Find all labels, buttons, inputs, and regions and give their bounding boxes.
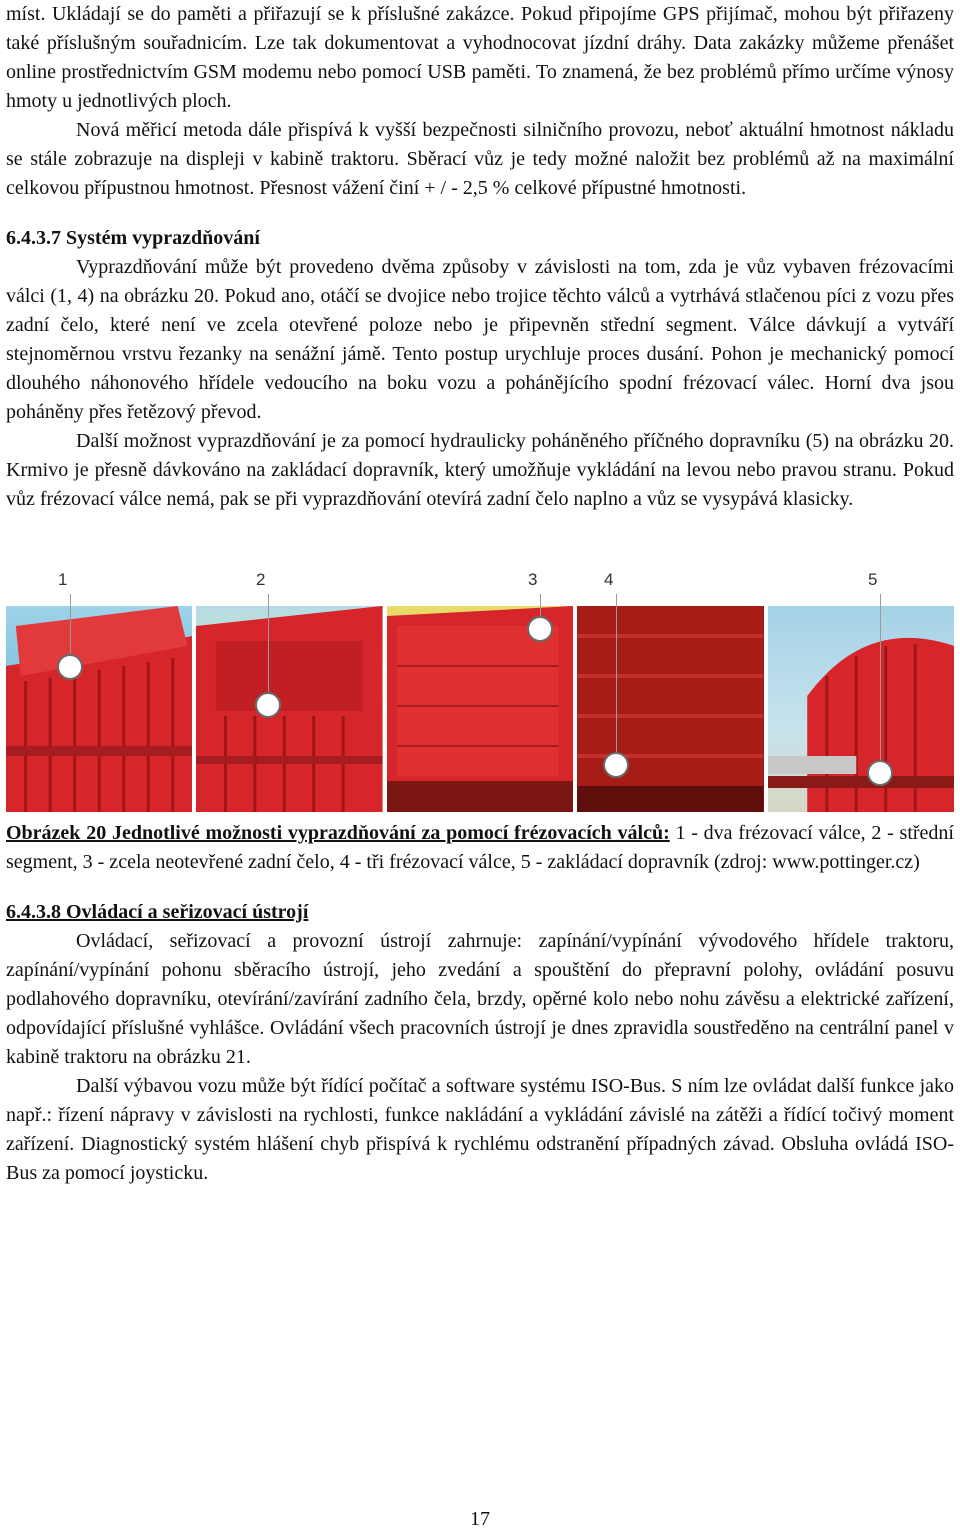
paragraph: Další možnost vyprazdňování je za pomocí hydraulicky poháněného příčného dopravníku (5) na obrázku 20. Krmivo je přesně dávkováno na zakládací dopravník, který umožňuje vykládání na levou nebo pravou stranu. Pokud vůz frézovací válce nemá, pak se při vyprazdňování otevírá zadní čelo naplno a vůz se vysypává klasicky.	[6, 430, 954, 510]
caption-title: Obrázek 20 Jednotlivé možnosti vyprazdňování za pomocí frézovacích válců:	[6, 822, 670, 844]
paragraph: Vyprazdňování může být provedeno dvěma způsoby v závislosti na tom, zda je vůz vybaven frézovacími válci (1, 4) na obrázku 20. Pokud ano, otáčí se dvojice nebo trojice těchto válců a vytrhává stlačenou píci z vozu přes zadní čelo, které není ve zcela otevřené poloze nebo je připevněn střední segment. Válce dávkují a vytváří stejnoměrnou vrstvu řezanky na senážní jámě. Tento postup urychluje proces dusání. Pohon je mechanický pomocí dlouhého náhonového hřídele vedoucího na boku vozu a pohánějícího spodní frézovací válec. Horní dva jsou poháněny přes řetězový převod.	[6, 256, 954, 423]
figure-photo-strip	[6, 606, 954, 812]
figure-number-label: 1	[58, 570, 68, 589]
figure-number-label: 3	[528, 570, 538, 589]
section-heading: 6.4.3.7 Systém vyprazdňování	[6, 227, 260, 249]
callout-marker	[603, 752, 629, 778]
photo-panel-4	[577, 606, 763, 812]
figure-number-label: 5	[868, 570, 878, 589]
figure-number-label: 4	[604, 570, 614, 589]
photo-panel-5	[768, 606, 954, 812]
caption-text: 1 - dva frézovací válce, 2 - střední segment, 3 - zcela neotevřené zadní čelo, 4 - tři frézovací válce, 5 - zakládací dopravník (zdroj: www.pottinger.cz)	[6, 822, 954, 873]
page-number: 17	[470, 1508, 490, 1530]
paragraph: míst. Ukládají se do paměti a přiřazují se k příslušné zakázce. Pokud připojíme GPS přijímač, mohou být přiřazeny také příslušným souřadnicím. Lze tak dokumentovat a vyhodnocovat jízdní dráhy. Data zakázky můžeme přenášet online prostřednictvím GSM modemu nebo pomocí USB paměti. To znamená, že bez problémů přímo určíme výnosy hmoty u jednotlivých ploch.	[6, 3, 954, 112]
document-page	[6, 0, 954, 1188]
paragraph: Další výbavou vozu může být řídící počítač a software systému ISO-Bus. S ním lze ovládat další funkce jako např.: řízení nápravy v závislosti na rychlosti, funkce nakládání a vykládání závislé na zátěži a řídící točivý moment zařízení. Diagnostický systém hlášení chyb přispívá k rychlému odstranění případných závad. Obsluha ovládá ISO-Bus za pomocí joysticku.	[6, 1075, 954, 1184]
callout-marker	[57, 654, 83, 680]
figure-number-label: 2	[256, 570, 266, 589]
figure-20	[6, 570, 954, 815]
callout-marker	[527, 616, 553, 642]
paragraph: Ovládací, seřizovací a provozní ústrojí zahrnuje: zapínání/vypínání vývodového hřídele traktoru, zapínání/vypínání pohonu sběracího ústrojí, jeho zvedání a spouštění do přepravní polohy, ovládání posuvu podlahového dopravníku, otevírání/zavírání zadního čela, brzdy, opěrné kolo nebo nohu závěsu a elektrické zařízení, odpovídající příslušné vyhlášce. Ovládání všech pracovních ústrojí je dnes zpravidla soustředěno na centrální panel v kabině traktoru na obrázku 21.	[6, 930, 954, 1068]
photo-panel-1	[6, 606, 192, 812]
callout-marker	[255, 692, 281, 718]
callout-marker	[867, 760, 893, 786]
paragraph: Nová měřicí metoda dále přispívá k vyšší bezpečnosti silničního provozu, neboť aktuální hmotnost nákladu se stále zobrazuje na displeji v kabině traktoru. Sběrací vůz je tedy možné naložit bez problémů až na maximální celkovou přípustnou hmotnost. Přesnost vážení činí + / - 2,5 % celkové přípustné hmotnosti.	[6, 119, 954, 199]
section-heading: 6.4.3.8 Ovládací a seřizovací ústrojí	[6, 901, 309, 923]
figure-caption	[6, 819, 954, 877]
photo-panel-2	[196, 606, 382, 812]
